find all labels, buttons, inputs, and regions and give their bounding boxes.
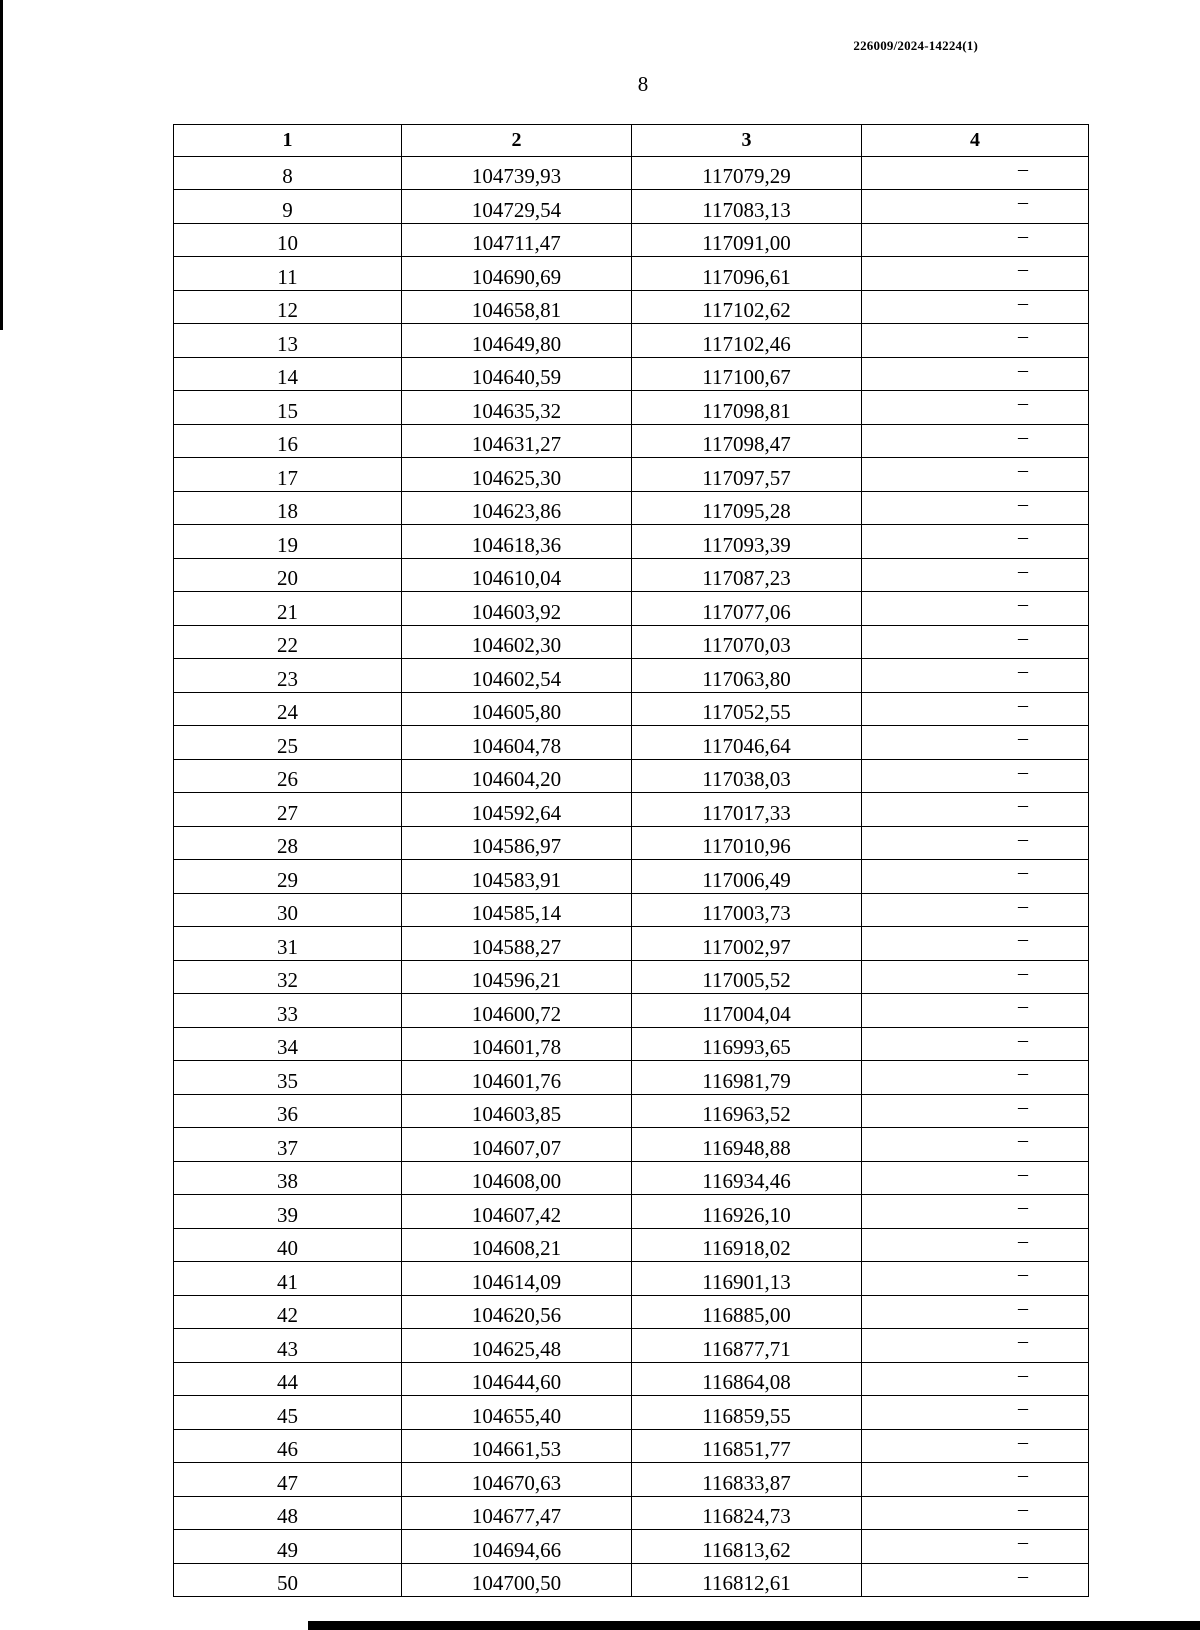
table-row: [174, 1295, 1089, 1329]
column-4-value-cell: [862, 1496, 1089, 1530]
coordinate-y-cell: 117003,73: [632, 893, 862, 927]
column-4-value-cell: [862, 458, 1089, 492]
coordinate-x-cell: 104585,14: [402, 893, 632, 927]
point-number-cell: 32: [174, 960, 402, 994]
dash-mark: –: [1018, 224, 1028, 247]
coordinate-y-cell: 117095,28: [632, 491, 862, 525]
dash-mark: –: [1018, 1531, 1028, 1553]
column-4-value-cell: [862, 1128, 1089, 1162]
column-header-3: 3: [632, 125, 862, 157]
dash-mark: –: [1018, 961, 1028, 984]
point-number-cell: 12: [174, 290, 402, 324]
column-4-value-cell: [862, 1463, 1089, 1497]
dash-mark: –: [1018, 425, 1028, 448]
coordinate-y-cell: 116948,88: [632, 1128, 862, 1162]
column-4-value-cell: [862, 1563, 1089, 1597]
column-4-value-cell: [862, 793, 1089, 827]
dash-mark: –: [1018, 1062, 1028, 1084]
coordinate-y-cell: 117002,97: [632, 927, 862, 961]
column-header-2: 2: [402, 125, 632, 157]
point-number-cell: 36: [174, 1094, 402, 1128]
point-number-cell: 23: [174, 659, 402, 693]
dash-mark: –: [1018, 358, 1028, 381]
dash-mark: –: [1018, 1397, 1028, 1419]
column-4-value-cell: [862, 1161, 1089, 1195]
point-number-cell: 14: [174, 357, 402, 391]
coordinate-y-cell: 116885,00: [632, 1295, 862, 1329]
dash-mark: –: [1018, 794, 1028, 816]
column-4-value-cell: [862, 424, 1089, 458]
column-4-value-cell: [862, 1195, 1089, 1229]
table-row: [174, 1161, 1089, 1195]
coordinate-y-cell: 116833,87: [632, 1463, 862, 1497]
column-4-value-cell: [862, 893, 1089, 927]
column-4-value-cell: [862, 692, 1089, 726]
table-row: [174, 424, 1089, 458]
column-4-value-cell: [862, 525, 1089, 559]
point-number-cell: 10: [174, 223, 402, 257]
coordinate-y-cell: 117093,39: [632, 525, 862, 559]
coordinate-x-cell: 104607,07: [402, 1128, 632, 1162]
column-4-value-cell: [862, 324, 1089, 358]
coordinate-y-cell: 117046,64: [632, 726, 862, 760]
dash-mark: –: [1018, 291, 1028, 314]
table-row: [174, 223, 1089, 257]
coordinate-y-cell: 117098,47: [632, 424, 862, 458]
column-4-value-cell: [862, 1429, 1089, 1463]
coordinate-x-cell: 104601,76: [402, 1061, 632, 1095]
table-row: [174, 994, 1089, 1028]
dash-mark: –: [1018, 928, 1028, 950]
table-row: [174, 324, 1089, 358]
coordinate-x-cell: 104729,54: [402, 190, 632, 224]
table-row: [174, 759, 1089, 793]
point-number-cell: 26: [174, 759, 402, 793]
table-row: [174, 793, 1089, 827]
coordinate-x-cell: 104588,27: [402, 927, 632, 961]
coordinate-x-cell: 104631,27: [402, 424, 632, 458]
column-4-value-cell: [862, 257, 1089, 291]
coordinate-x-cell: 104700,50: [402, 1563, 632, 1597]
table-body: [174, 156, 1089, 1597]
coordinate-x-cell: 104655,40: [402, 1396, 632, 1430]
dash-mark: –: [1018, 1095, 1028, 1118]
column-4-value-cell: [862, 1228, 1089, 1262]
column-4-value-cell: [862, 1362, 1089, 1396]
coordinate-y-cell: 116993,65: [632, 1027, 862, 1061]
table-row: [174, 860, 1089, 894]
point-number-cell: 9: [174, 190, 402, 224]
table-row: [174, 458, 1089, 492]
column-4-value-cell: [862, 156, 1089, 190]
coordinate-x-cell: 104618,36: [402, 525, 632, 559]
dash-mark: –: [1018, 727, 1028, 749]
coordinate-x-cell: 104603,92: [402, 592, 632, 626]
table-row: [174, 156, 1089, 190]
coordinate-y-cell: 116901,13: [632, 1262, 862, 1296]
column-4-value-cell: [862, 994, 1089, 1028]
column-header-4: 4: [862, 125, 1089, 157]
table-row: [174, 1463, 1089, 1497]
coordinate-y-cell: 117077,06: [632, 592, 862, 626]
column-4-value-cell: [862, 759, 1089, 793]
scan-edge-bottom: [308, 1621, 1200, 1630]
dash-mark: –: [1018, 459, 1028, 481]
scan-edge-left: [0, 0, 3, 330]
dash-mark: –: [1018, 660, 1028, 682]
dash-mark: –: [1018, 995, 1028, 1017]
table-row: [174, 491, 1089, 525]
table-row: [174, 1496, 1089, 1530]
table-row: [174, 1061, 1089, 1095]
column-4-value-cell: [862, 1329, 1089, 1363]
dash-mark: –: [1018, 861, 1028, 883]
coordinate-x-cell: 104603,85: [402, 1094, 632, 1128]
point-number-cell: 34: [174, 1027, 402, 1061]
point-number-cell: 17: [174, 458, 402, 492]
column-4-value-cell: [862, 391, 1089, 425]
point-number-cell: 31: [174, 927, 402, 961]
point-number-cell: 13: [174, 324, 402, 358]
point-number-cell: 24: [174, 692, 402, 726]
coordinate-x-cell: 104739,93: [402, 156, 632, 190]
coordinate-x-cell: 104604,20: [402, 759, 632, 793]
coordinate-y-cell: 116812,61: [632, 1563, 862, 1597]
coordinate-y-cell: 117100,67: [632, 357, 862, 391]
coordinate-x-cell: 104640,59: [402, 357, 632, 391]
point-number-cell: 43: [174, 1329, 402, 1363]
column-4-value-cell: [862, 960, 1089, 994]
table-row: [174, 1228, 1089, 1262]
coordinate-y-cell: 116813,62: [632, 1530, 862, 1564]
coordinate-x-cell: 104608,00: [402, 1161, 632, 1195]
point-number-cell: 37: [174, 1128, 402, 1162]
table-row: [174, 1563, 1089, 1597]
table-row: [174, 726, 1089, 760]
page-number: 8: [637, 72, 649, 96]
coordinate-x-cell: 104610,04: [402, 558, 632, 592]
dash-mark: –: [1018, 626, 1028, 649]
coordinate-y-cell: 117005,52: [632, 960, 862, 994]
point-number-cell: 11: [174, 257, 402, 291]
dash-mark: –: [1018, 157, 1028, 180]
point-number-cell: 21: [174, 592, 402, 626]
table-row: [174, 1530, 1089, 1564]
dash-mark: –: [1018, 827, 1028, 850]
coordinate-y-cell: 117096,61: [632, 257, 862, 291]
table-row: [174, 1429, 1089, 1463]
column-4-value-cell: [862, 592, 1089, 626]
coordinate-x-cell: 104608,21: [402, 1228, 632, 1262]
coordinate-x-cell: 104602,54: [402, 659, 632, 693]
column-4-value-cell: [862, 726, 1089, 760]
column-4-value-cell: [862, 860, 1089, 894]
table-row: [174, 826, 1089, 860]
table-row: [174, 1396, 1089, 1430]
document-reference-number: 226009/2024-14224(1): [853, 38, 978, 53]
point-number-cell: 41: [174, 1262, 402, 1296]
point-number-cell: 40: [174, 1228, 402, 1262]
coordinate-y-cell: 117070,03: [632, 625, 862, 659]
coordinate-y-cell: 117004,04: [632, 994, 862, 1028]
point-number-cell: 35: [174, 1061, 402, 1095]
coordinate-x-cell: 104661,53: [402, 1429, 632, 1463]
coordinate-y-cell: 116824,73: [632, 1496, 862, 1530]
column-4-value-cell: [862, 1295, 1089, 1329]
coordinates-table: [173, 124, 1089, 1597]
point-number-cell: 49: [174, 1530, 402, 1564]
column-4-value-cell: [862, 927, 1089, 961]
column-4-value-cell: [862, 1262, 1089, 1296]
point-number-cell: 29: [174, 860, 402, 894]
point-number-cell: 19: [174, 525, 402, 559]
coordinate-x-cell: 104677,47: [402, 1496, 632, 1530]
dash-mark: –: [1018, 1129, 1028, 1151]
table-header: [174, 125, 1089, 157]
table-header-row: [174, 125, 1089, 157]
coordinate-x-cell: 104620,56: [402, 1295, 632, 1329]
coordinate-y-cell: 116877,71: [632, 1329, 862, 1363]
coordinate-x-cell: 104635,32: [402, 391, 632, 425]
point-number-cell: 48: [174, 1496, 402, 1530]
coordinate-y-cell: 117010,96: [632, 826, 862, 860]
dash-mark: –: [1018, 760, 1028, 783]
coordinate-x-cell: 104614,09: [402, 1262, 632, 1296]
coordinate-y-cell: 117102,62: [632, 290, 862, 324]
coordinate-y-cell: 117083,13: [632, 190, 862, 224]
table-row: [174, 1094, 1089, 1128]
table-row: [174, 960, 1089, 994]
point-number-cell: 27: [174, 793, 402, 827]
column-4-value-cell: [862, 357, 1089, 391]
column-4-value-cell: [862, 491, 1089, 525]
coordinate-x-cell: 104583,91: [402, 860, 632, 894]
table-row: [174, 525, 1089, 559]
coordinate-y-cell: 117102,46: [632, 324, 862, 358]
table-row: [174, 290, 1089, 324]
dash-mark: –: [1018, 1162, 1028, 1185]
point-number-cell: 38: [174, 1161, 402, 1195]
dash-mark: –: [1018, 1229, 1028, 1252]
dash-mark: –: [1018, 1464, 1028, 1486]
column-4-value-cell: [862, 826, 1089, 860]
table-row: [174, 391, 1089, 425]
table-row: [174, 1195, 1089, 1229]
column-header-1: 1: [174, 125, 402, 157]
coordinate-y-cell: 117017,33: [632, 793, 862, 827]
coordinate-x-cell: 104644,60: [402, 1362, 632, 1396]
dash-mark: –: [1018, 492, 1028, 515]
dash-mark: –: [1018, 526, 1028, 548]
dash-mark: –: [1018, 1363, 1028, 1386]
point-number-cell: 16: [174, 424, 402, 458]
table-row: [174, 625, 1089, 659]
coordinate-x-cell: 104623,86: [402, 491, 632, 525]
table-row: [174, 1329, 1089, 1363]
coordinate-x-cell: 104601,78: [402, 1027, 632, 1061]
point-number-cell: 8: [174, 156, 402, 190]
point-number-cell: 30: [174, 893, 402, 927]
coordinate-x-cell: 104604,78: [402, 726, 632, 760]
coordinate-x-cell: 104607,42: [402, 1195, 632, 1229]
coordinate-x-cell: 104649,80: [402, 324, 632, 358]
dash-mark: –: [1018, 1263, 1028, 1285]
dash-mark: –: [1018, 258, 1028, 280]
column-4-value-cell: [862, 659, 1089, 693]
column-4-value-cell: [862, 558, 1089, 592]
coordinate-y-cell: 117087,23: [632, 558, 862, 592]
dash-mark: –: [1018, 1028, 1028, 1051]
coordinate-x-cell: 104586,97: [402, 826, 632, 860]
column-4-value-cell: [862, 1094, 1089, 1128]
table-row: [174, 558, 1089, 592]
table-row: [174, 592, 1089, 626]
table-row: [174, 692, 1089, 726]
coordinate-x-cell: 104602,30: [402, 625, 632, 659]
coordinate-x-cell: 104711,47: [402, 223, 632, 257]
dash-mark: –: [1018, 593, 1028, 615]
coordinate-y-cell: 117091,00: [632, 223, 862, 257]
point-number-cell: 18: [174, 491, 402, 525]
coordinate-x-cell: 104625,30: [402, 458, 632, 492]
coordinate-y-cell: 117063,80: [632, 659, 862, 693]
coordinate-y-cell: 117097,57: [632, 458, 862, 492]
table-row: [174, 1262, 1089, 1296]
dash-mark: –: [1018, 191, 1028, 213]
point-number-cell: 44: [174, 1362, 402, 1396]
table-row: [174, 357, 1089, 391]
table-row: [174, 893, 1089, 927]
point-number-cell: 42: [174, 1295, 402, 1329]
column-4-value-cell: [862, 1061, 1089, 1095]
coordinate-y-cell: 117052,55: [632, 692, 862, 726]
table-row: [174, 927, 1089, 961]
coordinate-x-cell: 104592,64: [402, 793, 632, 827]
dash-mark: –: [1018, 1497, 1028, 1520]
coordinate-y-cell: 116859,55: [632, 1396, 862, 1430]
coordinate-y-cell: 116851,77: [632, 1429, 862, 1463]
coordinate-y-cell: 116981,79: [632, 1061, 862, 1095]
point-number-cell: 50: [174, 1563, 402, 1597]
coordinate-x-cell: 104600,72: [402, 994, 632, 1028]
column-4-value-cell: [862, 625, 1089, 659]
coordinate-x-cell: 104694,66: [402, 1530, 632, 1564]
coordinate-x-cell: 104605,80: [402, 692, 632, 726]
column-4-value-cell: [862, 1027, 1089, 1061]
coordinate-x-cell: 104670,63: [402, 1463, 632, 1497]
dash-mark: –: [1018, 1196, 1028, 1218]
table-row: [174, 190, 1089, 224]
coordinate-y-cell: 117098,81: [632, 391, 862, 425]
dash-mark: –: [1018, 894, 1028, 917]
coordinate-x-cell: 104690,69: [402, 257, 632, 291]
coordinate-x-cell: 104625,48: [402, 1329, 632, 1363]
coordinate-y-cell: 116864,08: [632, 1362, 862, 1396]
coordinate-y-cell: 117079,29: [632, 156, 862, 190]
coordinate-x-cell: 104596,21: [402, 960, 632, 994]
coordinate-y-cell: 116926,10: [632, 1195, 862, 1229]
point-number-cell: 25: [174, 726, 402, 760]
table-row: [174, 257, 1089, 291]
point-number-cell: 22: [174, 625, 402, 659]
dash-mark: –: [1018, 559, 1028, 582]
table-row: [174, 1128, 1089, 1162]
table-row: [174, 659, 1089, 693]
point-number-cell: 39: [174, 1195, 402, 1229]
dash-mark: –: [1018, 693, 1028, 716]
dash-mark: –: [1018, 1330, 1028, 1352]
dash-mark: –: [1018, 1296, 1028, 1319]
table-row: [174, 1027, 1089, 1061]
dash-mark: –: [1018, 325, 1028, 347]
dash-mark: –: [1018, 1564, 1028, 1587]
coordinate-y-cell: 116934,46: [632, 1161, 862, 1195]
column-4-value-cell: [862, 290, 1089, 324]
point-number-cell: 20: [174, 558, 402, 592]
dash-mark: –: [1018, 392, 1028, 414]
table-row: [174, 1362, 1089, 1396]
coordinate-y-cell: 116918,02: [632, 1228, 862, 1262]
coordinate-y-cell: 117006,49: [632, 860, 862, 894]
point-number-cell: 28: [174, 826, 402, 860]
point-number-cell: 46: [174, 1429, 402, 1463]
column-4-value-cell: [862, 190, 1089, 224]
coordinate-y-cell: 116963,52: [632, 1094, 862, 1128]
point-number-cell: 47: [174, 1463, 402, 1497]
coordinate-x-cell: 104658,81: [402, 290, 632, 324]
column-4-value-cell: [862, 223, 1089, 257]
point-number-cell: 15: [174, 391, 402, 425]
point-number-cell: 45: [174, 1396, 402, 1430]
coordinate-y-cell: 117038,03: [632, 759, 862, 793]
column-4-value-cell: [862, 1530, 1089, 1564]
column-4-value-cell: [862, 1396, 1089, 1430]
dash-mark: –: [1018, 1430, 1028, 1453]
point-number-cell: 33: [174, 994, 402, 1028]
